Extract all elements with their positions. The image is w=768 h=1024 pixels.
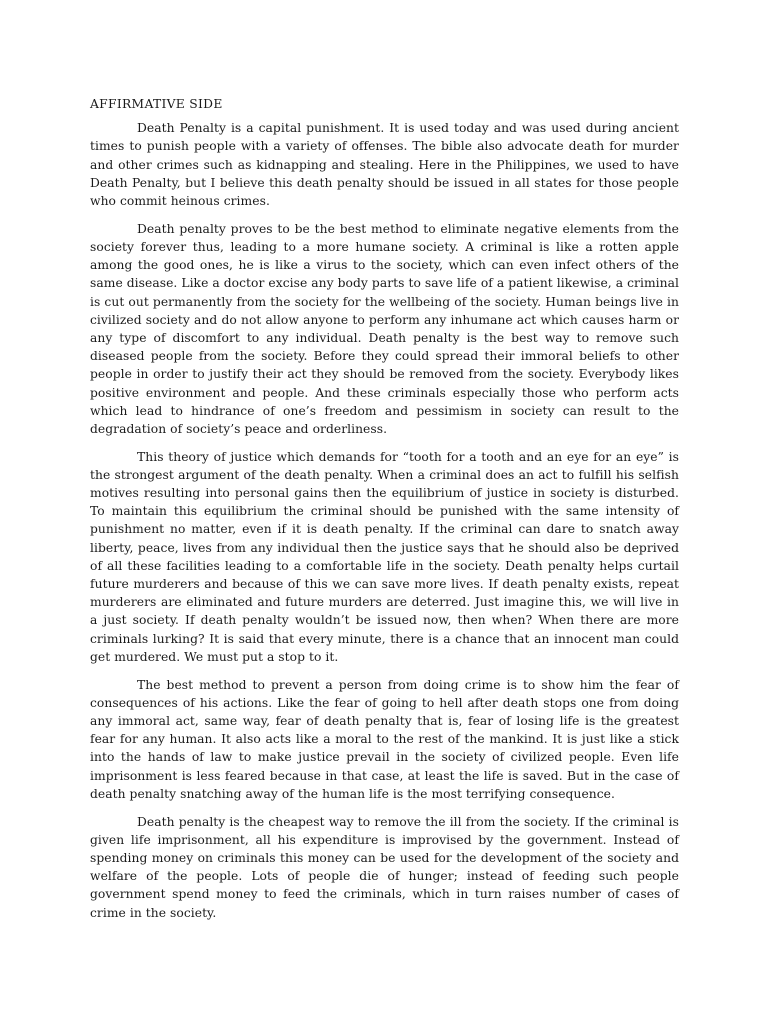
- paragraph-1: Death Penalty is a capital punishment. It is used today and was used during ancient times to punish people with a variety of offenses. The bible also advocate death for murder and other crimes such as kidnapping and stealing. Here in the Philippines, we used to have Death Penalty, but I believe this death penalty should be issued in all states for those people who commit heinous crimes.: [90, 121, 679, 209]
- paragraph-3: This theory of justice which demands for “tooth for a tooth and an eye for an eye” is the strongest argument of the death penalty. When a criminal does an act to fulfill his selfish motives resulting into personal gains then the equilibrium of justice in society is disturbed. To maintain this equilibrium the criminal should be punished with the same intensity of punishment no matter, even if it is death penalty. If the criminal can dare to snatch away liberty, peace, lives from any individual then the justice says that he should also be deprived of all these facilities leading to a comfortable life in the society. Death penalty helps curtail future murderers and because of this we can save more lives. If death penalty exists, repeat murderers are eliminated and future murders are deterred. Just imagine this, we will live in a just society. If death penalty wouldn’t be issued now, then when? When there are more criminals lurking? It is said that every minute, there is a chance that an innocent man could get murdered. We must put a stop to it.: [90, 449, 679, 664]
- document-body: [90, 95, 679, 931]
- paragraph-2: Death penalty proves to be the best method to eliminate negative elements from the society forever thus, leading to a more humane society. A criminal is like a rotten apple among the good ones, he is like a virus to the society, which can even infect others of the same disease. Like a doctor excise any body parts to save life of a patient likewise, a criminal is cut out permanently from the society for the wellbeing of the society. Human beings live in civilized society and do not allow anyone to perform any inhumane act which causes harm or any type of discomfort to any individual. Death penalty is the best way to remove such diseased people from the society. Before they could spread their immoral beliefs to other people in order to justify their act they should be removed from the society. Everybody likes positive environment and people. And these criminals especially those who perform acts which lead to hindrance of one’s freedom and pessimism in society can result to the degradation of society’s peace and orderliness.: [90, 221, 679, 436]
- paragraph-5: Death penalty is the cheapest way to remove the ill from the society. If the criminal is given life imprisonment, all his expenditure is improvised by the government. Instead of spending money on criminals this money can be used for the development of the society and welfare of the people. Lots of people die of hunger; instead of feeding such people government spend money to feed the criminals, which in turn raises number of cases of crime in the society.: [90, 814, 679, 920]
- section-heading: AFFIRMATIVE SIDE: [90, 97, 223, 111]
- paragraph-4: The best method to prevent a person from doing crime is to show him the fear of consequences of his actions. Like the fear of going to hell after death stops one from doing any immoral act, same way, fear of death penalty that is, fear of losing life is the greatest fear for any human. It also acts like a moral to the rest of the mankind. It is just like a stick into the hands of law to make justice prevail in the society of civilized people. Even life imprisonment is less feared because in that case, at least the life is saved. But in the case of death penalty snatching away of the human life is the most terrifying consequence.: [90, 677, 679, 801]
